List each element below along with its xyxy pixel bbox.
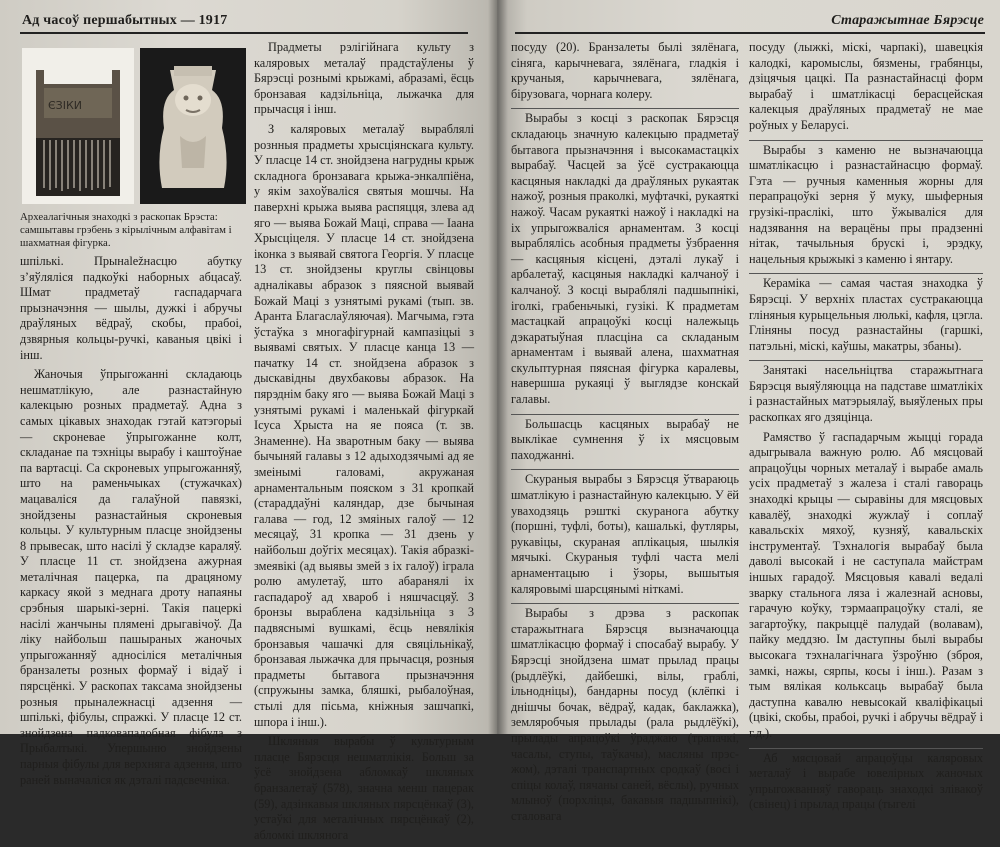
section-divider: [511, 108, 739, 109]
left-header-rule: [20, 32, 468, 34]
right-running-header: Старажытнае Бярэсце: [831, 13, 984, 28]
paragraph: Прадметы рэлігійнага культу з каляровых металаў прадстаўлены ў Бярэсці рознымі крыжамі, абразамі, ёсць бронзавая кадзільніца, лыжачка для прычасця і інш.: [254, 40, 474, 117]
left-column-2: [254, 40, 474, 847]
paragraph: Скураныя вырабы з Бярэсця ўтвараюць шматлікую і разнастайную калекцыю. У ёй уваходзяць рэшткі скуранога абутку (поршні, туфлі, боты), кашалькі, футляры, рукавіцы, скураная аплікацыя, шылкія мячыкі. Скураныя туфлі часта мелі арнаментацыю і ўзоры, вышытыя каляровымі шарсцянымі ніткамі.: [511, 472, 739, 596]
paragraph: посуду (20). Бранзалеты былі зялёнага, сіняга, карычневага, зялёнага, гладкія і кручаныя, карычневага, зялёнага, бірузовага, чорнага колеру.: [511, 40, 739, 101]
chess-figure-image-icon: [140, 48, 246, 204]
left-page: [0, 0, 497, 842]
paragraph: посуду (лыжкі, міскі, чарпакі), шавецкія калодкі, каромыслы, бязмены, грабянцы, дзіцячыя цацкі. Па разнастайнасці форм вырабаў і шматлікасці берасцейская калекцыя драўляных прадметаў не мае роўных у Беларусі.: [749, 40, 983, 132]
paragraph: Шкляныя вырабы ў культурным пласце Бярэсця нешматлікія. Больш за ўсё знойдзена абломкаў шкляных бранзалетаў (578), значна менш пацерак (59), адзінкавыя шкляных пярсцёнкаў (3), устаўкі для металічных пярсцёнкаў (2), абломкі шклянога: [254, 734, 474, 842]
section-divider: [749, 748, 983, 749]
paragraph: Вырабы з косці з раскопак Бярэсця складаюць значную калекцыю прадметаў бытавога прызначэння і высокамастацкіх вырабаў. Часцей за ўсё сустракаюцца касцяныя накладкі да драўляных рукаятак нажоў, розныя праколкі, муфтачкі, рукаяткі нажоў. Часам рукаяткі нажоў і накладкі на іх упрыгожваліся арнаментам. З косці выраблялісь асобныя прадметы ўзбраення — касцяныя кісцені, дэталі лукаў і арбалетаў, касцяныя накладкі калчаноў і калчаноў. З косці выраблялі падшыпнікі, іголкі, грабеньчыкі, гузікі. К прадметам мастацкай апрацоўкі косці належыць дэкаратыўная пласціна са складаным арнаментам і выявай алена, шахматная скульптурная пяясная фігурка каралевы, навершша рукаяці ў выглядзе конскай галавы.: [511, 111, 739, 407]
left-running-header: Ад часоў першабытных — 1917: [22, 13, 228, 28]
paragraph: Большасць касцяных вырабаў не выклікае сумнення ў іх мясцовым паходжанні.: [511, 416, 739, 462]
right-header-rule: [515, 32, 985, 34]
section-divider: [511, 414, 739, 415]
paragraph: Занятакі насельніцтва старажытнага Бярэсця выяўляюцца на падставе шматлікіх і разнастайных матэрыялаў, выяўленых пры раскопках яго дзяцінца.: [749, 363, 983, 425]
section-divider: [749, 140, 983, 141]
chess-figure-photo: [140, 48, 246, 204]
left-column-1: [20, 254, 242, 792]
paragraph: З каляровых металаў выраблялі рознныя прадметы хрысціянскага культу. У пласце 14 ст. знойдзена нагрудны крыж складнога бронзавага крыжа-энкалпіёна, у якім захоўваліся святыя мошчы. На паверхні крыжа выява распяцця, злева ад яго — выява Божай Маці, справа — Іаана Хрысціцеля. У пласце 14 ст. знойдзена іконка з выявай святога Георгія. У пласце 13 ст. знойдзены круглы свінцовы адналiкавы абразок з пяясной выявай Божай Маці з узнятымі рукамі (тып. зв. Аранта Благаслаўляючая). Магчыма, гэта ўстаўка з многафігурнай кампазіцыі з выявамі святых. У пласце канца 13 — пачатку 14 ст. знойдзена абразок з дыскавідны двухбаковы абразок. На пярэднім баку яго — выява Божай Маці з узнятымі рукамі і маленькай фігуркай Ісуса Хрыста на яе пояса (т. зв. Знаменне). На зваротным баку — выява бычыняй галавы з 12 адыходзячымі ад яе змеінымі галовамі, акружаная арнаментальным пояском з 31 кропкай (стараддаўні каляндар, дзе бычыная галава — год, 12 змяіных галоў — 12 месяцаў, 31 кропка — 31 дзень у найбольш доўгіх месяцах). Такія абразкі-змеявікі (ад выявы змей з іх галоў) іграла ролю амулетаў, што абаранялі іх гаспадароў ад хвароб і няшчасцяў. З бронзы выраблена кадзільніца з 3 падвяснымі вушкамі, ёсць невялікія бронзавыя чашачкі для свяцільнікаў, бронзавая лыжачка для прычасця, розныя прадметы бытавога прызначэння (спружыны замка, бляшкі, рыбалоўная, стылі для пісьма, кніжныя зашчапкі, шпора і інш.).: [254, 121, 474, 729]
paragraph: Жаночыя ўпрыгожанні складаюць нешматлікую, але разнастайную калекцыю розных прадметаў. Адна з самых цікавых знаходак гэтай катэгорыі — скроневае ўпрыгожанне колт, складанае па тэхніцы вырабу і каштоўнае па вартасці. Са скроневых упрыгожанняў, што на раменьчыках (стужачках) мацаваліся да галаўной павязкі, знойдзены разнастайныя скроневыя кольцы. У культурным пласце знойдзены 8 прывесак, што насілі ў складзе караляў. У пласце 11 ст. знойдзена ажурная металічная пацерка, па драцяному каркасу якой з меднага дроту напаяны срэбныя шарыкі-зерні. Такія пацеркі насілі жанчыны плямені дрыгавічоў. Да ліку найбольш пашыраных жаночых упрыгожанняў адносіліся металічныя бранзалеты розных формаў і відаў і пярсцёнкі. У раскопах таксама знойдзены розныя прыналежнасці адзення — шпількі, фібулы, спражкі. У пласце 12 ст. знойдзена падковападобная фібула з Прыбалтыкі. Упершыню знойдзены парныя фібулы для верхняга адзення, што раней выначаліся як дэталі падсвечніка.: [20, 367, 242, 787]
section-divider: [749, 273, 983, 274]
comb-photo: [22, 48, 134, 204]
right-column-2: [749, 40, 983, 817]
paragraph: Вырабы з дрэва з раскопак старажытнага Бярэсця вызначаюцца шматлікасцю формаў і спосабаў вырабу. У Бярэсці знойдзена шмат прылад працы (рыдлёўкі, дайбешкі, вілы, граблі, ільнодніцы), бандарны посуд (клёпкі і днішчы бочак, вёдраў, кадак, баклажка), земляробчыя прылады (рала рыдлёўкі), прылады апрацоўкі ўраджаю (трапачкі, часалы, ступы, таўкачы), масляны прэс-жом), дэталі транспартных сродкаў (восі і спіцы колаў, пячаны саней, вёслы), ручных млыноў (порхліцы, бакавыя падшыпнікі), сталовага: [511, 606, 739, 823]
svg-text:ЄЗІКИ: ЄЗІКИ: [48, 99, 83, 112]
paragraph: Вырабы з каменю не вызначаюцца шматлікасцю і разнастайнасцю формаў. Гэта — ручныя каменныя жорны для перапрацоўкі зерня ў муку, шыферныя грузікі-праслікі, што ўжываліся для надзявання на верацёны пры прадзенні нітак, тачыльныя брускі і, эрэдку, нацельныя крыжыкі з каменю і янтару.: [749, 142, 983, 266]
section-divider: [511, 603, 739, 604]
right-column-1: [511, 40, 739, 829]
paragraph: Аб мясцовай апрацоўцы каляровых металаў і вырабе ювелірных жаночых упрыгожванняў гавораць знаходкі злівакоў (свінец) і прылад працы (тыгелі: [749, 750, 983, 812]
paragraph: Кераміка — самая частая знаходка ў Бярэсці. У верхніх пластах сустракаюцца гліняныя курыцельныя люлькі, кафля, цэгла. Гліняны посуд разнастайны (гаршкі, патэльні, міскі, каўшы, макатры, збаны).: [749, 276, 983, 353]
comb-image-icon: [22, 48, 134, 204]
paragraph: Рамяство ў гаспадарчым жыцці горада адыгрывала важную ролю. Аб мясцовай апрацоўцы чорных металаў і вырабе амаль усіх прадметаў з жалеза і сталі гавораць знаходкі крыцы — сыравіны для мясцовых кавалёў, знаходкі жужлаў і соплаў кавальскіх мяхоў, кузняў, кавальскіх інструментаў. Тэхналогія вырабаў была даволі высокай і не саступала майстрам іншых гарадоў. Мясцовыя кавалі ведалі зварку стальнога ляза і жалезнай асновы, гарачую коўку, тэрмаапрацоўку сталі, яе загартоўку, пакрыццё палудай (волавам), пайку меддзю. Ім даступны былі вырабы высокага тэхналагічнага ўзроўню (зброя, замкі, нажы, сярпы, косы і інш.). Разам з тым вялікая кольксаць вырабаў была даступна кавалю невысокай кваліфікацыі (цвікі, скобы, прабоі, ручкі і абручы вёдраў і г.д.).: [749, 429, 983, 740]
book-gutter: [488, 0, 508, 734]
paragraph: шпількі. Прынаležнасцю абутку з’яўляліся падкоўкі наборных абцасаў. Шмат прадметаў гаспадарчага прызначэння — шылы, дужкі і абручы драўляных вёдраў, скобы, прабоі, дзвярныя кольцы-ручкі, каваныя цвікі і інш.: [20, 254, 242, 362]
right-page: [497, 0, 1000, 823]
section-divider: [511, 469, 739, 470]
section-divider: [749, 360, 983, 361]
figure-caption: Археалагічныя знаходкі з раскопак Брэста: самшытавы грэбень з кірылічным алфавітам і шахматная фігурка.: [20, 211, 232, 249]
